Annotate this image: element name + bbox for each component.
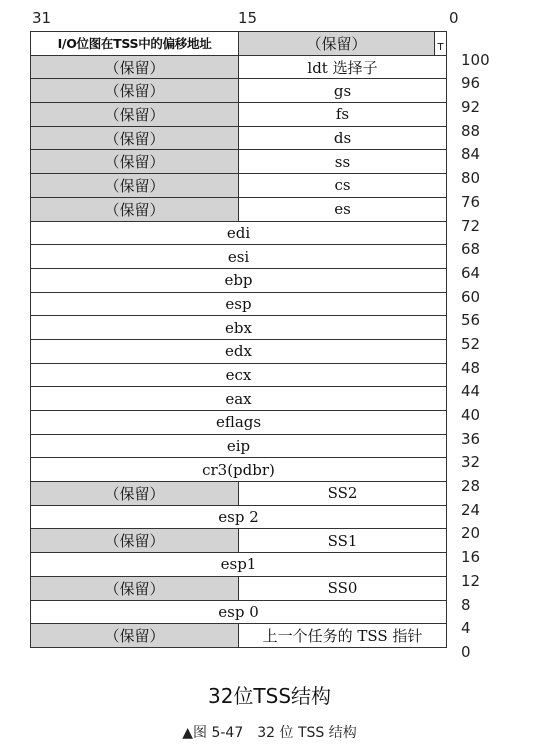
byte-offset-label: 68	[461, 240, 481, 259]
byte-offset-label: 8	[461, 595, 471, 614]
figure-caption: ▲图 5-47 32 位 TSS 结构	[182, 725, 357, 741]
register-field: SS2	[239, 482, 447, 505]
register-field: esi	[31, 245, 447, 268]
byte-offset-label: 16	[461, 548, 481, 567]
byte-offset-label: 20	[461, 524, 481, 543]
byte-offset-label: 84	[461, 145, 481, 164]
register-field: es	[239, 198, 447, 221]
bit-label-31: 31	[32, 9, 52, 27]
byte-offset-label: 56	[461, 311, 481, 330]
register-field: ecx	[31, 364, 447, 387]
byte-offset-label: 40	[461, 406, 481, 424]
reserved-field: （保留）	[31, 127, 239, 150]
bit-label-15: 15	[238, 9, 258, 27]
t-flag-field: T	[435, 32, 447, 55]
bit-label-0: 0	[449, 9, 459, 27]
tss-row	[31, 624, 471, 661]
byte-offset-label: 52	[461, 334, 481, 353]
reserved-field: （保留）	[31, 174, 239, 197]
byte-offset-label: 24	[461, 500, 481, 519]
reserved-field: （保留）	[31, 529, 239, 552]
register-field: ds	[239, 127, 447, 150]
register-field: esp1	[31, 553, 447, 576]
byte-offset-label: 36	[461, 429, 481, 448]
register-field: eax	[31, 387, 447, 410]
reserved-field: （保留）	[31, 624, 239, 647]
register-field: SS0	[239, 577, 447, 600]
reserved-field: （保留）	[31, 103, 239, 126]
diagram-title: 32位TSS结构	[207, 684, 332, 708]
byte-offset-label: 44	[461, 382, 481, 401]
reserved-field: （保留）	[31, 198, 239, 221]
tss-structure-table	[30, 31, 490, 661]
register-field: SS1	[239, 529, 447, 552]
register-field: ebp	[31, 269, 447, 292]
register-field: gs	[239, 79, 447, 102]
byte-offset-label: 64	[461, 263, 481, 282]
byte-offset-label: 72	[461, 216, 481, 235]
register-field: ldt 选择子	[239, 56, 447, 79]
byte-offset-label: 88	[461, 121, 481, 140]
reserved-field: （保留）	[31, 56, 239, 79]
byte-offset-label: 100	[461, 50, 490, 69]
byte-offset-label: 4	[461, 619, 471, 638]
reserved-field: （保留）	[31, 79, 239, 102]
register-field: esp	[31, 293, 447, 316]
reserved-field: （保留）	[31, 577, 239, 600]
register-field: edi	[31, 222, 447, 245]
byte-offset-label: 80	[461, 169, 481, 188]
register-field: edx	[31, 340, 447, 363]
byte-offset-label: 92	[461, 98, 481, 117]
byte-offset-label: 96	[461, 74, 481, 93]
register-field: cr3(pdbr)	[31, 458, 447, 481]
byte-offset-label: 0	[461, 642, 471, 661]
byte-offset-label: 76	[461, 192, 481, 211]
register-field: 上一个任务的 TSS 指针	[239, 624, 447, 647]
register-field: ss	[239, 150, 447, 173]
register-field: eip	[31, 435, 447, 458]
register-field: esp 0	[31, 601, 447, 624]
byte-offset-label: 12	[461, 571, 481, 590]
reserved-field: （保留）	[31, 482, 239, 505]
reserved-field: （保留）	[31, 150, 239, 173]
byte-offset-label: 48	[461, 358, 481, 377]
register-field: fs	[239, 103, 447, 126]
register-field: ebx	[31, 316, 447, 339]
byte-offset-label: 60	[461, 287, 481, 306]
reserved-field: （保留）	[239, 32, 435, 55]
register-field: cs	[239, 174, 447, 197]
register-field: eflags	[31, 411, 447, 434]
io-bitmap-offset-field: I/O位图在TSS中的偏移地址	[31, 32, 239, 55]
byte-offset-label: 32	[461, 453, 481, 472]
byte-offset-label: 28	[461, 477, 481, 496]
register-field: esp 2	[31, 506, 447, 529]
